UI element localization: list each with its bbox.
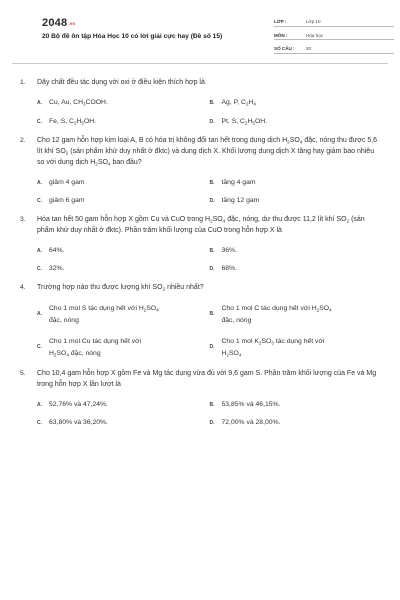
answer-option-c[interactable] [37,196,210,205]
answer-option-b[interactable] [210,246,383,255]
option-letter: A. [37,311,42,318]
question-2 [20,136,382,205]
option-letter: C. [37,197,42,204]
option-letter: A. [37,401,42,408]
document-meta [274,15,394,56]
answer-option-b[interactable] [210,98,383,108]
answer-option-d[interactable] [210,418,383,427]
question-number: 5. [20,370,26,378]
answer-options [37,400,382,427]
answer-option-a[interactable] [37,246,210,255]
answer-options [37,303,382,359]
option-letter: D. [209,118,215,125]
question-list [20,78,382,437]
option-letter: C. [37,344,42,351]
question-text: Hòa tan hết 50 gam hỗn hợp X gồm Cu và CuO trong $H_2SO_4$ đặc, nóng, dư thu được 11,2 lít khí $SO_2$ (sản phẩm khử duy nhất ở đktc). Phần trăm khối lượng của CuO trong hỗn hợp X là [37,216,365,234]
option-letter: D. [209,420,215,427]
answer-option-d[interactable] [210,264,383,273]
option-letter: D. [209,197,215,204]
question-stem [20,369,382,391]
option-letter: D. [209,265,215,272]
meta-row-question-count [274,42,394,54]
option-letter: B. [209,311,215,318]
option-text: 64%. [49,246,65,254]
site-logo[interactable] [42,16,75,31]
question-3 [20,215,382,273]
question-1 [20,78,382,126]
option-letter: D. [209,344,215,351]
header-divider [12,63,388,64]
option-letter: B. [209,247,215,254]
option-text: Pt, S, $C_2H_5OH$. [221,117,268,126]
answer-option-a[interactable] [37,303,210,326]
question-number: 3. [20,216,26,224]
answer-options [37,98,382,126]
option-letter: C. [37,118,42,125]
question-text: Trường hợp nào thu được lượng khí $SO_2$ nhiều nhất? [37,284,204,292]
option-text: Cho 1 mol S tác dụng hết với $H_2SO_4$ đặc, nóng [49,304,159,324]
document-title: 20 Bộ đề ôn tập Hóa Học 10 có lời giải cực hay (Đề số 15) [42,33,223,40]
option-text: Fe, S, $C_2H_5OH$. [49,117,97,126]
logo-domain-text: .vn [68,21,76,26]
meta-row-subject [274,29,394,41]
question-text: Cho 12 gam hỗn hợp kim loại A, B có hóa trị không đổi tan hết trong dung dịch $H_2SO_4$ đặc, nóng thu được 5,6 lít khí $SO_2$ (sản phẩm khử duy nhất ở đktc) và dung dịch X. Khối lượng dung dịch X tăng hay giảm bao nhiêu so với dung dịch $H_2SO_4$ ban đầu? [37,137,378,167]
option-text: 32%. [49,264,65,272]
meta-label-class: LỚP : [274,19,287,25]
question-number: 1. [20,79,26,86]
question-stem [20,136,382,169]
option-text: tăng 4 gam [221,178,256,186]
option-letter: C. [37,265,42,272]
question-text: Cho 10,4 gam hỗn hợp X gồm Fe và Mg tác dụng vừa đủ với 9,6 gam S. Phần trăm khối lượng của Fe và Mg trong hỗn hợp X lần lượt là [37,370,377,388]
meta-label-question-count: SỐ CÂU : [274,46,295,52]
question-stem [20,78,382,89]
answer-option-b[interactable] [210,303,383,326]
option-text: giảm 6 gam [49,196,85,204]
option-text: 53,85% và 46,15%. [221,400,281,408]
answer-options [37,246,382,273]
option-text: 52,76% và 47,24%. [49,400,108,408]
option-text: 68%. [221,264,237,272]
meta-value-subject: Hóa học [306,32,324,38]
question-number: 4. [20,284,26,292]
meta-label-subject: MÔN : [274,32,288,38]
question-stem [20,215,382,237]
question-4 [20,283,382,359]
option-letter: A. [37,247,42,254]
option-text: 63,80% và 36,20%. [49,419,108,427]
answer-option-c[interactable] [37,336,210,359]
option-letter: A. [37,179,42,186]
question-stem [20,283,382,294]
question-text: Dãy chất đều tác dụng với oxi ở điều kiện thích hợp là [37,79,205,86]
question-number: 2. [20,137,26,145]
meta-value-question-count: 20 [306,46,312,52]
option-text: tăng 12 gam [221,196,260,204]
option-letter: A. [37,99,42,106]
option-text: giảm 4 gam [49,178,85,186]
option-letter: B. [209,401,215,408]
meta-row-class [274,15,394,27]
answer-option-d[interactable] [210,117,383,127]
answer-option-c[interactable] [37,264,210,273]
option-text: 36%. [221,246,237,254]
answer-option-d[interactable] [210,336,383,359]
option-letter: B. [209,179,215,186]
answer-options [37,178,382,205]
option-text: Ag, P, $C_2H_4$ [221,98,256,107]
answer-option-a[interactable] [37,400,210,409]
answer-option-b[interactable] [210,400,383,409]
option-text: Cho 1 mol Cu tác dụng hết với $H_2SO_4$ đặc, nóng [49,338,142,358]
meta-value-class: Lớp 10 [306,19,321,25]
option-text: Cho 1 mol C tác dụng hết với $H_2SO_4$ đặc, nóng [221,304,332,324]
option-letter: B. [209,99,215,106]
answer-option-b[interactable] [210,178,383,187]
page-header [22,0,378,56]
answer-option-c[interactable] [37,418,210,427]
option-text: 72,00% và 28,00%. [221,419,281,427]
option-text: Cho 1 mol $K_2SO_3$ tác dụng hết với $H_2SO_4$ [221,338,325,358]
logo-main-text: 2048 [42,17,68,29]
answer-option-c[interactable] [37,117,210,127]
answer-option-a[interactable] [37,178,210,187]
option-letter: C. [37,420,42,427]
option-text: Cu, Au, $CH_3COOH$. [49,98,108,107]
answer-option-d[interactable] [210,196,383,205]
answer-option-a[interactable] [37,98,210,108]
question-5 [20,369,382,427]
